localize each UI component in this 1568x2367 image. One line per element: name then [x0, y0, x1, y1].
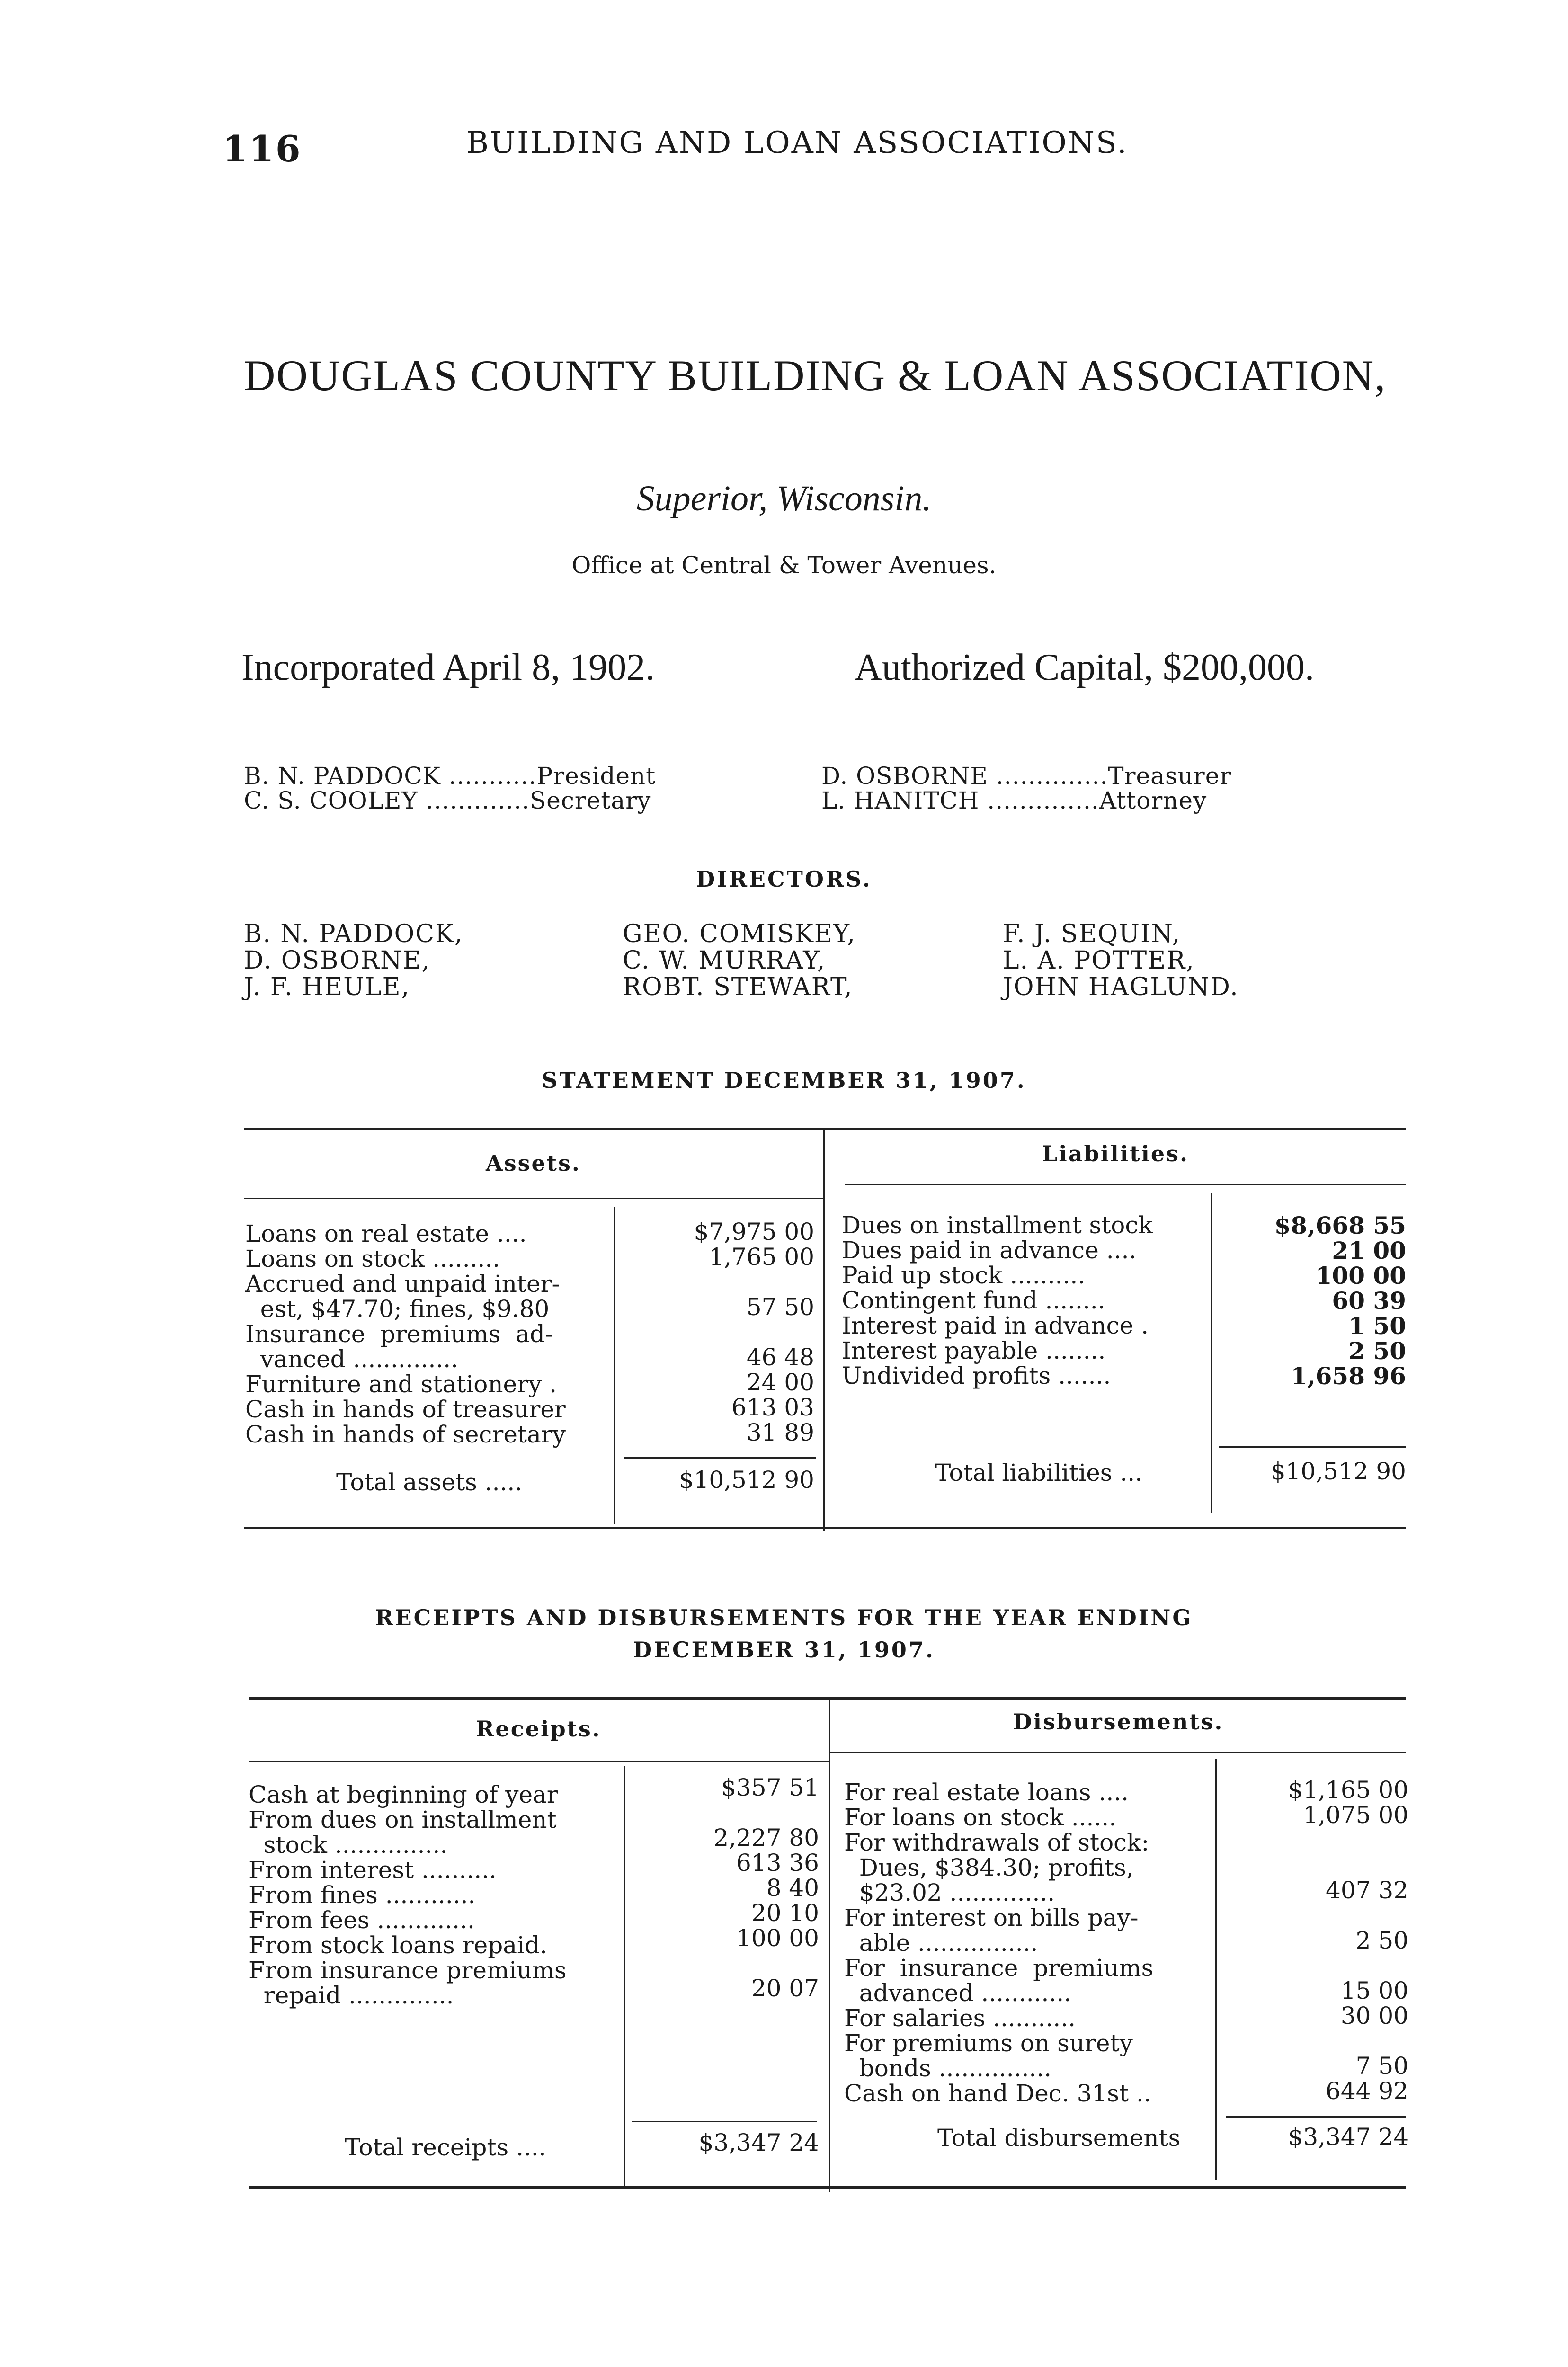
disbursements-value-divider [1215, 1759, 1217, 2180]
table2-rule-top [249, 1697, 1406, 1700]
assets-value-divider [614, 1207, 615, 1524]
disbursements-values: $1,165 00 1,075 00 407 32 2 50 15 00 30 00 7 50 644 92 [1288, 1776, 1408, 2105]
assets-total-rule [624, 1457, 816, 1459]
table-rule-top [244, 1128, 1406, 1130]
officer-president: B. N. PADDOCK ...........President [244, 762, 656, 790]
total-receipts-label: Total receipts .... [345, 2134, 546, 2161]
running-head: BUILDING AND LOAN ASSOCIATIONS. [466, 125, 1128, 160]
total-disbursements-label: Total disbursements [937, 2124, 1181, 2152]
liabilities-labels: Dues on installment stock Dues paid in advance .... Paid up stock .......... Contingent fund ........ Interest paid in advance . Interest payable ........ Undivided profits ....... [842, 1211, 1153, 1389]
receipts-heading-line-2: DECEMBER 31, 1907. [633, 1637, 935, 1663]
receipts-rule [249, 1761, 829, 1762]
director-name: B. N. PADDOCK, [244, 920, 463, 948]
statement-heading: STATEMENT DECEMBER 31, 1907. [542, 1068, 1026, 1093]
office-address: Office at Central & Tower Avenues. [571, 552, 997, 579]
receipts-value-divider [624, 1766, 625, 2187]
incorporation-date: Incorporated April 8, 1902. [241, 647, 655, 688]
total-receipts-value: $3,347 24 [698, 2129, 819, 2156]
assets-values: $7,975 00 1,765 00 57 50 46 48 24 00 613 03 31 89 [694, 1218, 814, 1446]
total-liabilities-label: Total liabilities ... [935, 1459, 1143, 1486]
disbursements-heading: Disbursements. [1013, 1709, 1224, 1735]
table2-center-divider [829, 1697, 830, 2192]
director-name: C. W. MURRAY, [623, 946, 826, 975]
directors-heading: DIRECTORS. [696, 866, 872, 892]
authorized-capital: Authorized Capital, $200,000. [855, 647, 1314, 688]
total-liabilities-value: $10,512 90 [1270, 1458, 1406, 1485]
director-name: JOHN HAGLUND. [1003, 973, 1239, 1001]
disbursements-labels: For real estate loans .... For loans on stock ...... For withdrawals of stock: Dues, $384.30; profits, $23.02 .............. For interest on bills pay- able ................ For insurance premiums advanced ............ For salaries ........... For premiums on surety bonds ............... Cash on hand Dec. 31st .. [844, 1779, 1154, 2107]
association-city: Superior, Wisconsin. [636, 479, 932, 518]
officer-treasurer: D. OSBORNE ..............Treasurer [821, 762, 1232, 790]
total-disbursements-value: $3,347 24 [1288, 2123, 1408, 2151]
receipts-heading: Receipts. [476, 1716, 601, 1742]
assets-rule [244, 1198, 823, 1199]
association-name: DOUGLAS COUNTY BUILDING & LOAN ASSOCIATION, [244, 351, 1387, 400]
directors-column-3 [1003, 921, 1239, 1000]
receipts-heading-line-1: RECEIPTS AND DISBURSEMENTS FOR THE YEAR ENDING [375, 1605, 1193, 1630]
table-center-divider [823, 1128, 825, 1531]
liabilities-value-divider [1211, 1193, 1212, 1513]
receipts-values: $357 51 2,227 80 613 36 8 40 20 10 100 00 20 07 [713, 1774, 819, 2002]
total-assets-value: $10,512 90 [678, 1466, 814, 1494]
total-assets-label: Total assets ..... [336, 1468, 523, 1496]
director-name: F. J. SEQUIN, [1003, 920, 1181, 948]
liabilities-heading: Liabilities. [1042, 1141, 1189, 1166]
table-rule-bottom [244, 1527, 1406, 1529]
assets-labels: Loans on real estate .... Loans on stock ......... Accrued and unpaid inter- est, $47.70; fines, $9.80 Insurance premiums ad- vanced .............. Furniture and stationery . Cash in hands of treasurer Cash in hands of secretary [245, 1220, 566, 1448]
table2-rule-bottom [249, 2186, 1406, 2189]
receipts-labels: Cash at beginning of year From dues on installment stock ............... From interest .......... From fines ............ From fees ............. From stock loans repaid. From insurance premiums repaid .............. [249, 1781, 567, 2009]
director-name: L. A. POTTER, [1003, 946, 1195, 975]
disbursements-total-rule [1226, 2116, 1406, 2118]
director-name: ROBT. STEWART, [623, 973, 853, 1001]
liabilities-total-rule [1219, 1446, 1406, 1448]
director-name: GEO. COMISKEY, [623, 920, 856, 948]
liabilities-values: $8,668 55 21 00 100 00 60 39 1 50 2 50 1,658 96 [1274, 1211, 1406, 1390]
directors-column-2 [623, 921, 856, 1000]
directors-column-1 [244, 921, 463, 1000]
officer-secretary: C. S. COOLEY .............Secretary [244, 787, 651, 814]
assets-heading: Assets. [486, 1150, 581, 1176]
disbursements-rule [830, 1752, 1406, 1753]
page-number: 116 [223, 128, 302, 170]
officer-attorney: L. HANITCH ..............Attorney [821, 787, 1207, 814]
director-name: J. F. HEULE, [244, 973, 410, 1001]
director-name: D. OSBORNE, [244, 946, 431, 975]
liabilities-rule [845, 1184, 1406, 1185]
receipts-total-rule [632, 2121, 817, 2122]
